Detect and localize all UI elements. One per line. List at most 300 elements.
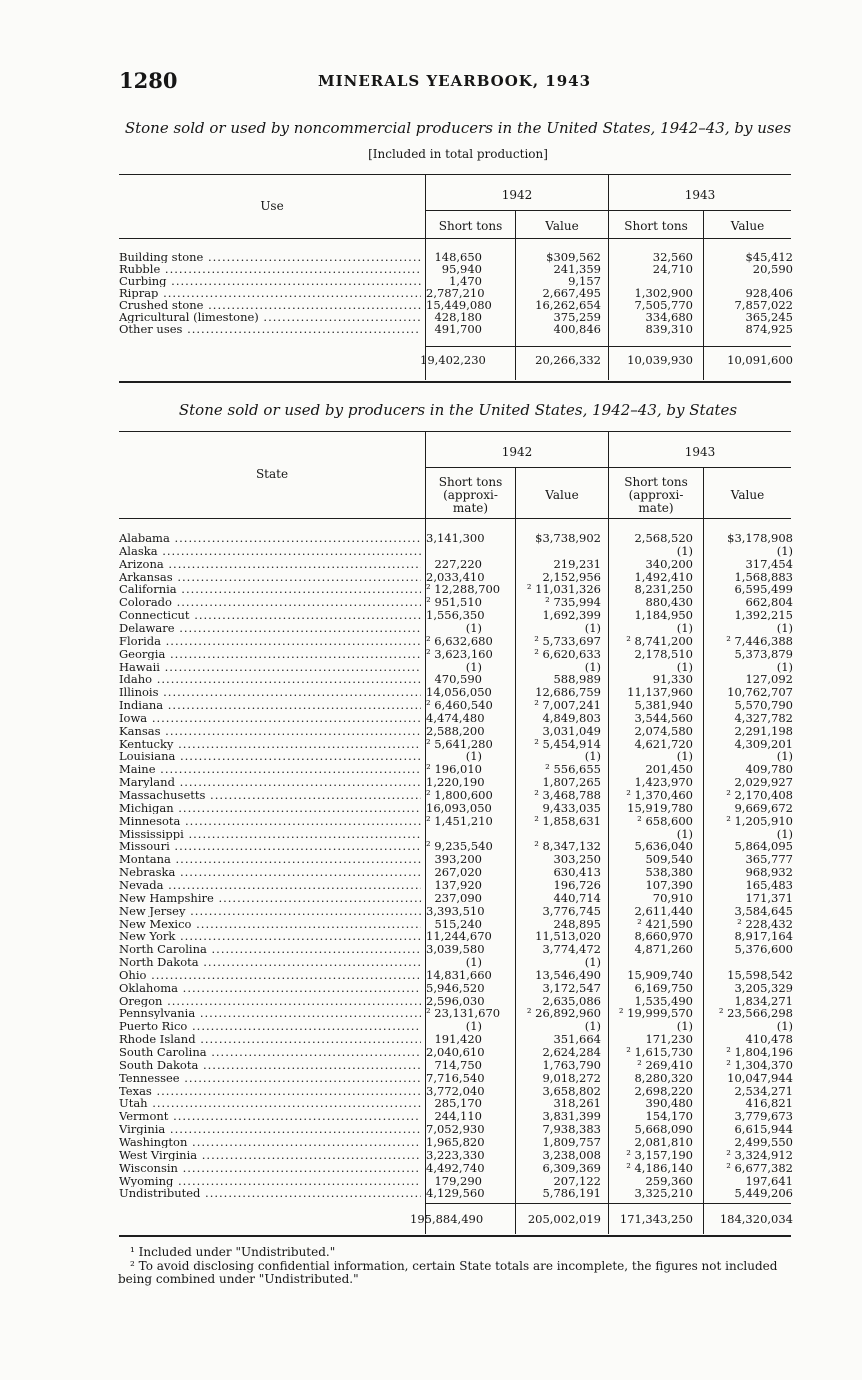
table2-total-c4: 184,320,034 (719, 1212, 793, 1226)
cell: 1,492,410 (634, 569, 693, 584)
cell: (1) (776, 620, 793, 635)
cell: 3,658,802 (542, 1083, 601, 1098)
table-row (0, 686, 862, 698)
cell: 7,938,383 (542, 1122, 601, 1137)
cell: ² 269,410 (637, 1057, 693, 1072)
cell: 9,433,035 (542, 800, 601, 815)
table-row (0, 596, 862, 608)
cell: 303,250 (553, 852, 601, 867)
row-label: Oklahoma ..... (119, 982, 421, 994)
cell: 137,920 (434, 877, 482, 892)
row-label: South Carolina ..... (119, 1046, 421, 1058)
cell: 1,834,271 (734, 993, 793, 1008)
table-row (0, 750, 862, 762)
table2-bottom-rule (119, 1235, 791, 1237)
row-label: New Mexico ..... (119, 918, 421, 930)
cell: 1,692,399 (542, 608, 601, 623)
cell: (1) (676, 1019, 693, 1034)
cell: 15,449,080 (426, 298, 492, 312)
row-label: Virginia ..... (119, 1123, 421, 1135)
cell: 4,871,260 (634, 942, 693, 957)
table-row (0, 1149, 862, 1161)
cell: ² 12,288,700 (426, 582, 501, 597)
cell: 440,714 (553, 890, 601, 905)
cell: 8,231,250 (634, 582, 693, 597)
cell: 15,909,740 (627, 967, 693, 982)
table2-col1-header-line: mate) (452, 501, 489, 515)
cell: 334,680 (645, 310, 693, 324)
table-row (0, 956, 862, 968)
cell: 241,359 (553, 262, 601, 276)
cell: (1) (584, 749, 601, 764)
table-row (0, 995, 862, 1007)
cell: 4,492,740 (426, 1160, 485, 1175)
table-row (0, 789, 862, 801)
cell: 248,895 (553, 916, 601, 931)
table-row (0, 699, 862, 711)
cell: 9,018,272 (542, 1070, 601, 1085)
cell: ² 5,733,697 (534, 633, 601, 648)
table-row (0, 299, 862, 311)
cell: ² 11,031,326 (526, 582, 601, 597)
cell: 1,807,265 (542, 775, 601, 790)
table-row (0, 892, 862, 904)
cell: (1) (465, 620, 482, 635)
cell: 3,141,300 (426, 531, 485, 545)
cell: 2,611,440 (634, 903, 693, 918)
table1-year1-header: 1942 (501, 188, 533, 202)
table-row (0, 969, 862, 981)
cell: 409,780 (745, 762, 793, 777)
cell: 968,932 (745, 865, 793, 880)
cell: 2,667,495 (542, 286, 601, 300)
table2-year2-header: 1943 (684, 445, 716, 459)
cell: 7,052,930 (426, 1122, 485, 1137)
table-row (0, 1175, 862, 1187)
cell: 1,302,900 (634, 286, 693, 300)
row-label: Illinois ..... (119, 686, 421, 698)
cell: ² 7,446,388 (726, 633, 793, 648)
table2-total-c2: 205,002,019 (527, 1212, 601, 1226)
cell: 227,220 (434, 556, 482, 571)
table-row (0, 918, 862, 930)
table2-total-c1: 195,884,490 (410, 1212, 484, 1226)
cell: ² 6,620,633 (534, 646, 601, 661)
cell: $3,178,908 (727, 531, 793, 545)
cell: 127,092 (745, 672, 793, 687)
cell: ² 228,432 (737, 916, 793, 931)
cell: ² 1,800,600 (426, 788, 493, 802)
cell: ² 1,858,631 (534, 813, 601, 828)
table-row (0, 1110, 862, 1122)
row-label: Massachusetts ..... (119, 789, 421, 801)
table1-use-header: Use (260, 199, 284, 213)
cell: 428,180 (434, 310, 482, 324)
cell: ² 2,170,408 (726, 788, 793, 802)
cell: 2,534,271 (734, 1083, 793, 1098)
table-row (0, 251, 862, 263)
table1-col3-header: Short tons (624, 219, 688, 233)
row-label: Texas ..... (119, 1085, 421, 1097)
cell: 237,090 (434, 890, 482, 905)
cell: 1,470 (449, 274, 482, 288)
cell: $3,738,902 (535, 531, 601, 545)
row-label: Georgia ..... (119, 648, 421, 660)
cell: ² 5,641,280 (426, 736, 493, 751)
cell: 839,310 (645, 322, 693, 336)
cell: 7,505,770 (634, 298, 693, 312)
cell: 3,223,330 (426, 1147, 485, 1162)
cell: ² 1,615,730 (626, 1045, 693, 1059)
table-row (0, 323, 862, 335)
cell: 2,178,510 (634, 646, 693, 661)
cell: 201,450 (645, 762, 693, 777)
cell: 2,787,210 (426, 286, 485, 300)
cell: 2,635,086 (542, 993, 601, 1008)
cell: 4,129,560 (426, 1186, 485, 1201)
table2-col1-header-line: (approxi- (443, 488, 498, 502)
cell: ² 1,804,196 (726, 1045, 793, 1059)
row-label: Idaho ..... (119, 673, 421, 685)
table-row (0, 1072, 862, 1084)
table-row (0, 930, 862, 942)
cell: ² 6,677,382 (726, 1160, 793, 1175)
cell: 3,325,210 (634, 1186, 693, 1201)
cell: 11,137,960 (627, 685, 693, 700)
cell: ² 7,007,241 (534, 698, 601, 713)
table2-col3-header-line: mate) (638, 501, 674, 515)
cell: 16,093,050 (426, 800, 492, 815)
table-row (0, 673, 862, 685)
table-row (0, 1007, 862, 1019)
cell: ² 556,655 (545, 762, 601, 777)
row-label: Colorado ..... (119, 596, 421, 608)
table-row (0, 943, 862, 955)
table1-total-c4: 10,091,600 (727, 353, 793, 367)
cell: 340,200 (645, 556, 693, 571)
cell: 15,598,542 (727, 967, 793, 982)
table-row (0, 1033, 862, 1045)
row-label: Rhode Island ..... (119, 1033, 421, 1045)
table-row (0, 635, 862, 647)
row-label: Arkansas ..... (119, 571, 421, 583)
cell: 365,777 (745, 852, 793, 867)
cell: ² 9,235,540 (426, 839, 493, 854)
row-label: Crushed stone ..... (119, 299, 421, 311)
row-label: Ohio ..... (119, 969, 421, 981)
row-label: Missouri ..... (119, 840, 421, 852)
table-row (0, 853, 862, 865)
cell: ² 735,994 (545, 595, 601, 610)
table-row (0, 661, 862, 673)
cell: 874,925 (745, 322, 793, 336)
cell: ² 23,566,298 (718, 1006, 793, 1021)
cell: 5,864,095 (734, 839, 793, 854)
cell: ² 3,623,160 (426, 646, 493, 661)
cell: 197,641 (745, 1173, 793, 1188)
cell: 207,122 (553, 1173, 601, 1188)
cell: 6,309,369 (542, 1160, 601, 1175)
table-row (0, 828, 862, 840)
row-label: Louisiana ..... (119, 750, 421, 762)
table2-col2-header: Value (545, 488, 579, 502)
row-label: Curbing ..... (119, 275, 421, 287)
cell: (1) (676, 620, 693, 635)
cell: 11,244,670 (426, 929, 492, 944)
table-row (0, 905, 862, 917)
cell: 3,831,399 (542, 1109, 601, 1124)
table1-col4-header: Value (730, 219, 765, 233)
table2-year1-header: 1942 (501, 445, 533, 459)
cell: (1) (465, 749, 482, 764)
table2-header-rule (119, 518, 791, 519)
cell: 928,406 (745, 286, 793, 300)
cell: 6,169,750 (634, 980, 693, 995)
table2-col3-header (609, 476, 703, 515)
cell: 3,584,645 (734, 903, 793, 918)
cell: 3,772,040 (426, 1083, 485, 1098)
row-label: Delaware ..... (119, 622, 421, 634)
row-label: Maryland ..... (119, 776, 421, 788)
cell: (1) (584, 659, 601, 674)
row-label: Puerto Rico ..... (119, 1020, 421, 1032)
cell: (1) (776, 1019, 793, 1034)
table2-col3-header-line: Short tons (624, 475, 688, 489)
cell: 2,698,220 (634, 1083, 693, 1098)
cell: 20,590 (752, 262, 793, 276)
cell: 2,499,550 (734, 1134, 793, 1149)
cell: 6,615,944 (734, 1122, 793, 1137)
cell: 3,238,008 (542, 1147, 601, 1162)
cell: 285,170 (434, 1096, 482, 1111)
cell: (1) (676, 826, 693, 841)
cell: 219,231 (553, 556, 601, 571)
running-head: MINERALS YEARBOOK, 1943 (318, 72, 592, 90)
row-label: West Virginia ..... (119, 1149, 421, 1161)
cell: 16,262,654 (535, 298, 601, 312)
table1-total-c3: 10,039,930 (627, 353, 693, 367)
row-label: North Dakota ..... (119, 956, 421, 968)
cell: 2,029,927 (734, 775, 793, 790)
cell: 10,762,707 (727, 685, 793, 700)
cell: 509,540 (645, 852, 693, 867)
table-row (0, 763, 862, 775)
cell: 538,380 (645, 865, 693, 880)
row-label: Tennessee ..... (119, 1072, 421, 1084)
row-label: Undistributed ..... (119, 1187, 421, 1199)
table2-col3-header-line: (approxi- (628, 488, 684, 502)
cell: 3,172,547 (542, 980, 601, 995)
table-row (0, 571, 862, 583)
table2-top-rule (119, 431, 791, 432)
cell: ² 1,205,910 (726, 813, 793, 828)
cell: 5,636,040 (634, 839, 693, 854)
cell: 3,039,580 (426, 942, 485, 957)
table-row (0, 815, 862, 827)
row-label: Montana ..... (119, 853, 421, 865)
cell: 3,779,673 (734, 1109, 793, 1124)
cell: 2,588,200 (426, 723, 485, 738)
cell: 5,570,790 (734, 698, 793, 713)
cell: (1) (676, 659, 693, 674)
row-label: Maine ..... (119, 763, 421, 775)
row-label: North Carolina ..... (119, 943, 421, 955)
table2-title: Stone sold or used by producers in the United States, 1942–43, by States (178, 401, 738, 419)
cell: 91,330 (652, 672, 693, 687)
table-row (0, 1059, 862, 1071)
row-label: Wisconsin ..... (119, 1162, 421, 1174)
cell: 2,081,810 (634, 1134, 693, 1149)
cell: 165,483 (745, 877, 793, 892)
cell: 8,917,164 (734, 929, 793, 944)
cell: 244,110 (434, 1109, 482, 1124)
table-row (0, 738, 862, 750)
cell: 171,371 (745, 890, 793, 905)
table-row (0, 1123, 862, 1135)
cell: 1,809,757 (542, 1134, 601, 1149)
cell: 317,454 (745, 556, 793, 571)
table2-total-c3: 171,343,250 (619, 1212, 693, 1226)
cell: (1) (776, 659, 793, 674)
table2-totals-row (0, 1212, 862, 1226)
table-row (0, 1020, 862, 1032)
table-row (0, 583, 862, 595)
cell: 1,763,790 (542, 1057, 601, 1072)
cell: ² 5,454,914 (534, 736, 601, 751)
cell: 2,033,410 (426, 569, 485, 584)
table-row (0, 648, 862, 660)
cell: 1,220,190 (426, 775, 485, 790)
table-row (0, 622, 862, 634)
cell: ² 1,304,370 (726, 1057, 793, 1072)
cell: (1) (776, 749, 793, 764)
cell: 6,595,499 (734, 582, 793, 597)
cell: 515,240 (434, 916, 482, 931)
cell: ² 6,460,540 (426, 698, 493, 713)
table-row (0, 1136, 862, 1148)
row-label: California ..... (119, 583, 421, 595)
cell: 2,291,198 (734, 723, 793, 738)
cell: 4,849,803 (542, 710, 601, 725)
row-label: Pennsylvania ..... (119, 1007, 421, 1019)
table1-title: Stone sold or used by noncommercial producers in the United States, 1942–43, by uses (124, 119, 792, 137)
row-label: Oregon ..... (119, 995, 421, 1007)
table-row (0, 545, 862, 557)
cell: 1,392,215 (734, 608, 793, 623)
row-label: Michigan ..... (119, 802, 421, 814)
row-label: Agricultural (limestone) ..... (119, 311, 421, 323)
row-label: Kansas ..... (119, 725, 421, 737)
table-row (0, 609, 862, 621)
cell: (1) (776, 543, 793, 558)
cell: (1) (584, 620, 601, 635)
table1-total-c1: 19,402,230 (420, 353, 486, 367)
cell: 588,989 (553, 672, 601, 687)
cell: ² 8,741,200 (626, 633, 693, 648)
cell: 5,786,191 (542, 1186, 601, 1201)
cell: ² 6,632,680 (426, 633, 493, 648)
cell: ² 26,892,960 (526, 1006, 601, 1021)
cell: 2,152,956 (542, 569, 601, 584)
cell: 154,170 (645, 1109, 693, 1124)
cell: 3,776,745 (542, 903, 601, 918)
cell: 393,200 (434, 852, 482, 867)
cell: 3,544,560 (634, 710, 693, 725)
row-label: Iowa ..... (119, 712, 421, 724)
cell: 714,750 (434, 1057, 482, 1072)
table-row (0, 776, 862, 788)
row-label: Vermont ..... (119, 1110, 421, 1122)
table1-totals-row (0, 353, 862, 367)
cell: (1) (676, 749, 693, 764)
cell: 318,261 (553, 1096, 601, 1111)
row-label: Rubble ..... (119, 263, 421, 275)
cell: 1,423,970 (634, 775, 693, 790)
cell: (1) (776, 826, 793, 841)
cell: 4,309,201 (734, 736, 793, 751)
cell: 10,047,944 (727, 1070, 793, 1085)
cell: 11,513,020 (535, 929, 601, 944)
cell: 4,621,720 (634, 736, 693, 751)
cell: 390,480 (645, 1096, 693, 1111)
cell: 2,568,520 (634, 531, 693, 545)
cell: 5,946,520 (426, 980, 485, 995)
table1-year2-header: 1943 (684, 188, 716, 202)
table-row (0, 263, 862, 275)
cell: 13,546,490 (535, 967, 601, 982)
cell: 3,031,049 (542, 723, 601, 738)
row-label: Indiana ..... (119, 699, 421, 711)
row-label: Connecticut ..... (119, 609, 421, 621)
cell: (1) (584, 955, 601, 970)
table2-col4-header: Value (730, 488, 765, 502)
row-label: New Hampshire ..... (119, 892, 421, 904)
row-label: Hawaii ..... (119, 661, 421, 673)
cell: 12,686,759 (535, 685, 601, 700)
table-row (0, 712, 862, 724)
cell: $45,412 (745, 250, 793, 264)
cell: 70,910 (652, 890, 693, 905)
cell: 2,040,610 (426, 1045, 485, 1059)
cell: 259,360 (645, 1173, 693, 1188)
table-row (0, 311, 862, 323)
cell: 5,381,940 (634, 698, 693, 713)
row-label: Other uses ..... (119, 323, 421, 335)
cell: ² 3,157,190 (626, 1147, 693, 1162)
cell: 5,449,206 (734, 1186, 793, 1201)
cell: $309,562 (546, 250, 601, 264)
cell: ² 23,131,670 (426, 1006, 501, 1021)
row-label: Wyoming ..... (119, 1175, 421, 1187)
row-label: South Dakota ..... (119, 1059, 421, 1071)
cell: 491,700 (434, 322, 482, 336)
table-row (0, 982, 862, 994)
table2-col1-header-line: Short tons (438, 475, 503, 489)
cell: ² 19,999,570 (618, 1006, 693, 1021)
footnote-1: ¹ Included under "Undistributed." (130, 1245, 336, 1259)
cell: 7,857,022 (734, 298, 793, 312)
cell: 5,668,090 (634, 1122, 693, 1137)
cell: (1) (584, 1019, 601, 1034)
row-label: Minnesota ..... (119, 815, 421, 827)
cell: 1,965,820 (426, 1134, 485, 1149)
cell: 400,846 (553, 322, 601, 336)
table-row (0, 1097, 862, 1109)
cell: ² 1,451,210 (426, 813, 493, 828)
cell: 14,056,050 (426, 685, 492, 700)
cell: 8,660,970 (634, 929, 693, 944)
cell: 2,624,284 (542, 1045, 601, 1059)
